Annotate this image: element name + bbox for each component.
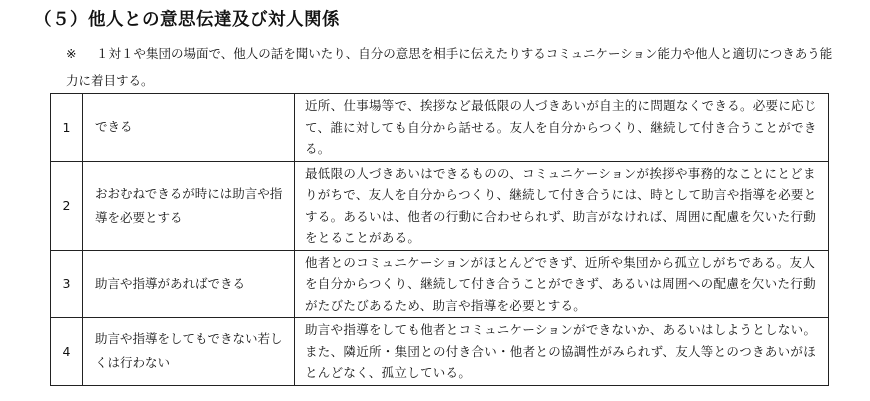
row-description: 他者とのコミュニケーションがほとんどできず、近所や集団から孤立しがちである。友人を自分からつくり、継続して付き合うことができず、あるいは周囲への配慮を欠いた行動がたびたびあるため、助言や指導を必要とする。 bbox=[295, 250, 829, 318]
row-description: 近所、仕事場等で、挨拶など最低限の人づきあいが自主的に問題なくできる。必要に応じて、誰に対しても自分から話せる。友人を自分からつくり、継続して付き合うことができる。 bbox=[295, 94, 829, 162]
table-row bbox=[51, 94, 829, 162]
row-number: 1 bbox=[51, 94, 83, 162]
note-text: １対１や集団の場面で、他人の話を聞いたり、自分の意思を相手に伝えたりするコミュニケーション能力や他人と適切につきあう能力に着目する。 bbox=[66, 46, 833, 88]
table-row bbox=[51, 161, 829, 250]
section-note bbox=[66, 40, 836, 94]
row-number: 2 bbox=[51, 161, 83, 250]
row-level: 助言や指導をしてもできない若しくは行わない bbox=[83, 318, 295, 386]
table-row bbox=[51, 318, 829, 386]
row-description: 助言や指導をしても他者とコミュニケーションができないか、あるいはしようとしない。また、隣近所・集団との付き合い・他者との協調性がみられず、友人等とのつきあいがほとんどなく、孤立している。 bbox=[295, 318, 829, 386]
criteria-table bbox=[50, 93, 829, 386]
row-level: できる bbox=[83, 94, 295, 162]
note-mark: ※ bbox=[66, 46, 77, 61]
row-number: 3 bbox=[51, 250, 83, 318]
section-heading: （５）他人との意思伝達及び対人関係 bbox=[34, 10, 340, 30]
row-description: 最低限の人づきあいはできるものの、コミュニケーションが挨拶や事務的なことにとどまりがちで、友人を自分からつくり、継続して付き合うには、時として助言や指導を必要とする。あるいは、他者の行動に合わせられず、助言がなければ、周囲に配慮を欠いた行動をとることがある。 bbox=[295, 161, 829, 250]
row-number: 4 bbox=[51, 318, 83, 386]
table-row bbox=[51, 250, 829, 318]
row-level: 助言や指導があればできる bbox=[83, 250, 295, 318]
row-level: おおむねできるが時には助言や指導を必要とする bbox=[83, 161, 295, 250]
